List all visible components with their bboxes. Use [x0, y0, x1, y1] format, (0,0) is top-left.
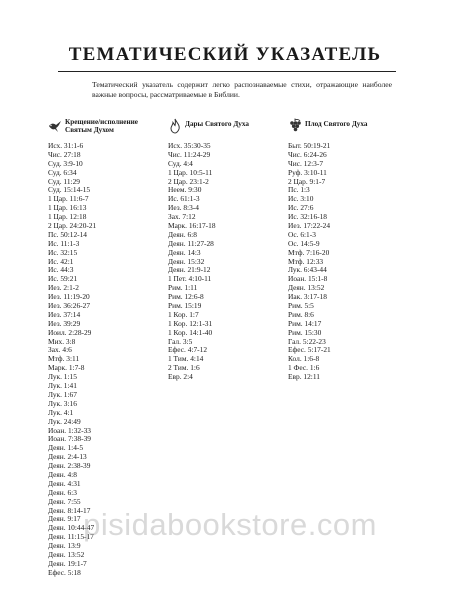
reference-item: Лук. 24:49	[48, 416, 81, 426]
reference-item: Мтф. 7:16-20	[288, 247, 330, 257]
reference-item: Рим. 8:6	[288, 309, 314, 319]
reference-item: 1 Кор. 14:1-40	[168, 327, 213, 337]
reference-item: Рим. 15:19	[168, 301, 202, 311]
reference-item: Деян. 2:4-13	[48, 452, 87, 462]
reference-item: Пс. 1:3	[288, 185, 310, 195]
reference-item: 1 Кор. 12:1-31	[168, 318, 213, 328]
reference-item: 1 Пет. 4:10-11	[168, 274, 212, 284]
column-header-baptism-line2: Святым Духом	[65, 126, 114, 135]
reference-item: Мтф. 3:11	[48, 354, 80, 364]
reference-item: Деян. 9:17	[48, 514, 81, 524]
column-header-baptism-line1: Крещение/исполнение	[65, 118, 138, 126]
reference-item: Суд. 3:9-10	[48, 158, 83, 168]
reference-item: Рим. 15:30	[288, 327, 322, 337]
reference-item: Лук. 6:43-44	[288, 265, 327, 275]
column-header-gifts	[168, 118, 249, 140]
reference-item: Ос. 6:1-3	[288, 229, 316, 239]
reference-item: Чис. 27:18	[48, 149, 81, 159]
reference-item: Гал. 3:5	[168, 336, 193, 346]
reference-item: 1 Кор. 1:7	[168, 309, 199, 319]
reference-item: Чис. 12:3-7	[288, 158, 324, 168]
reference-item: Ис. 32:15	[48, 247, 78, 257]
reference-item: Зах. 4:6	[48, 345, 72, 355]
reference-item: 1 Цар. 11:6-7	[48, 194, 89, 204]
reference-item: Деян. 4:8	[48, 469, 77, 479]
intro-paragraph: Тематический указатель содержит легко распознаваемые стихи, отражающие наиболее важные вопросы, рассматриваемые в Библии.	[92, 80, 392, 99]
reference-item: Ис. 42:1	[48, 256, 74, 266]
reference-item: Деян. 10:44-47	[48, 523, 95, 533]
reference-item: Гал. 5:22-23	[288, 336, 326, 346]
reference-item: Иез. 2:1-2	[48, 283, 79, 293]
reference-item: Пс. 50:12-14	[48, 229, 87, 239]
reference-item: Ис. 44:3	[48, 265, 74, 275]
reference-item: Деян. 2:38-39	[48, 461, 91, 471]
dove-icon	[48, 118, 62, 134]
reference-item: Ис. 27:6	[288, 203, 314, 213]
reference-item: Иоан. 15:1-8	[288, 274, 328, 284]
reference-item: Деян. 6:8	[168, 229, 197, 239]
reference-item: Лук. 4:1	[48, 407, 74, 417]
reference-item: Рим. 1:11	[168, 283, 198, 293]
page-title: ТЕМАТИЧЕСКИЙ УКАЗАТЕЛЬ	[68, 44, 382, 65]
reference-item: Быт. 50:19-21	[288, 141, 331, 150]
reference-item: Ис. 11:1-3	[48, 238, 80, 248]
reference-item: 1 Цар. 16:13	[48, 203, 87, 213]
reference-item: 2 Цар. 23:1-2	[168, 176, 209, 186]
reference-item: Суд. 11:29	[48, 176, 80, 186]
column-header-gifts-line1: Дары Святого Духа	[185, 120, 249, 128]
reference-item: Ефес. 4:7-12	[168, 345, 208, 355]
column-header-baptism	[48, 118, 138, 140]
flame-icon	[168, 118, 182, 134]
reference-item: Ис. 59:21	[48, 274, 78, 284]
reference-item: Марк. 16:17-18	[168, 221, 216, 231]
reference-item: Руф. 3:10-11	[288, 167, 327, 177]
references-column-gifts	[168, 142, 216, 382]
reference-item: Рим. 5:5	[288, 301, 314, 311]
reference-item: Лук. 1:15	[48, 372, 77, 382]
reference-item: Исх. 31:1-6	[48, 141, 84, 150]
grapes-icon	[288, 118, 302, 134]
reference-item: Деян. 11:27-28	[168, 238, 214, 248]
reference-item: Чис. 11:24-29	[168, 149, 211, 159]
reference-item: Деян. 13:52	[48, 549, 85, 559]
reference-item: Чис. 6:24-26	[288, 149, 327, 159]
reference-item: Деян. 7:55	[48, 496, 81, 506]
reference-item: Ис. 61:1-3	[168, 194, 200, 204]
reference-item: Иез. 11:19-20	[48, 292, 90, 302]
reference-item: Иез. 36:26-27	[48, 301, 91, 311]
reference-item: 1 Фес. 1:6	[288, 363, 320, 373]
reference-item: Иоан. 7:38-39	[48, 434, 91, 444]
reference-item: Рим. 12:6-8	[168, 292, 204, 302]
reference-item: Евр. 2:4	[168, 372, 193, 382]
reference-item: Деян. 1:4-5	[48, 443, 84, 453]
reference-item: Ис. 32:16-18	[288, 212, 327, 222]
reference-item: Мих. 3:8	[48, 336, 76, 346]
reference-item: Лук. 3:16	[48, 398, 77, 408]
watermark: pisidabookstore.com	[83, 507, 377, 542]
reference-item: Мтф. 12:33	[288, 256, 324, 266]
reference-item: 1 Тим. 4:14	[168, 354, 204, 364]
reference-item: Иак. 3:17-18	[288, 292, 327, 302]
reference-item: Евр. 12:11	[288, 372, 320, 382]
reference-item: Ефес. 5:17-21	[288, 345, 331, 355]
reference-item: Ис. 3:10	[288, 194, 314, 204]
reference-item: Деян. 6:3	[48, 487, 77, 497]
reference-item: Деян. 15:32	[168, 256, 205, 266]
reference-item: Деян. 19:1-7	[48, 558, 87, 568]
reference-item: Деян. 21:9-12	[168, 265, 211, 275]
reference-item: Ефес. 5:18	[48, 567, 81, 577]
reference-item: Ос. 14:5-9	[288, 238, 320, 248]
reference-item: Марк. 1:7-8	[48, 363, 85, 373]
column-header-fruit-line1: Плод Святого Духа	[305, 120, 368, 128]
column-header-fruit	[288, 118, 367, 140]
reference-item: Исх. 35:30-35	[168, 141, 211, 150]
reference-item: Иез. 37:14	[48, 309, 81, 319]
references-column-fruit	[288, 142, 331, 382]
reference-item: Деян. 8:14-17	[48, 505, 91, 515]
reference-item: Деян. 14:3	[168, 247, 201, 257]
reference-item: Иез. 39:29	[48, 318, 81, 328]
reference-item: Иез. 17:22-24	[288, 221, 331, 231]
reference-item: Иез. 8:3-4	[168, 203, 199, 213]
reference-item: Суд. 15:14-15	[48, 185, 91, 195]
reference-item: 2 Цар. 24:20-21	[48, 221, 97, 231]
reference-item: Деян. 13:9	[48, 541, 81, 551]
reference-item: Деян. 4:31	[48, 478, 81, 488]
reference-item: Иоил. 2:28-29	[48, 327, 92, 337]
reference-item: Иоан. 1:32-33	[48, 425, 91, 435]
reference-item: 2 Цар. 9:1-7	[288, 176, 326, 186]
reference-item: Неем. 9:30	[168, 185, 202, 195]
reference-item: 1 Цар. 12:18	[48, 212, 87, 222]
reference-item: 2 Тим. 1:6	[168, 363, 200, 373]
reference-item: Суд. 6:34	[48, 167, 77, 177]
reference-item: Зах. 7:12	[168, 212, 196, 222]
reference-item: 1 Цар. 10:5-11	[168, 167, 213, 177]
reference-item: Рим. 14:17	[288, 318, 322, 328]
reference-item: Лук. 1:41	[48, 381, 77, 391]
reference-item: Кол. 1:6-8	[288, 354, 320, 364]
title-underline	[58, 71, 396, 72]
reference-item: Деян. 13:52	[288, 283, 325, 293]
reference-item: Деян. 11:15-17	[48, 532, 94, 542]
reference-item: Суд. 4:4	[168, 158, 193, 168]
reference-item: Лук. 1:67	[48, 389, 77, 399]
